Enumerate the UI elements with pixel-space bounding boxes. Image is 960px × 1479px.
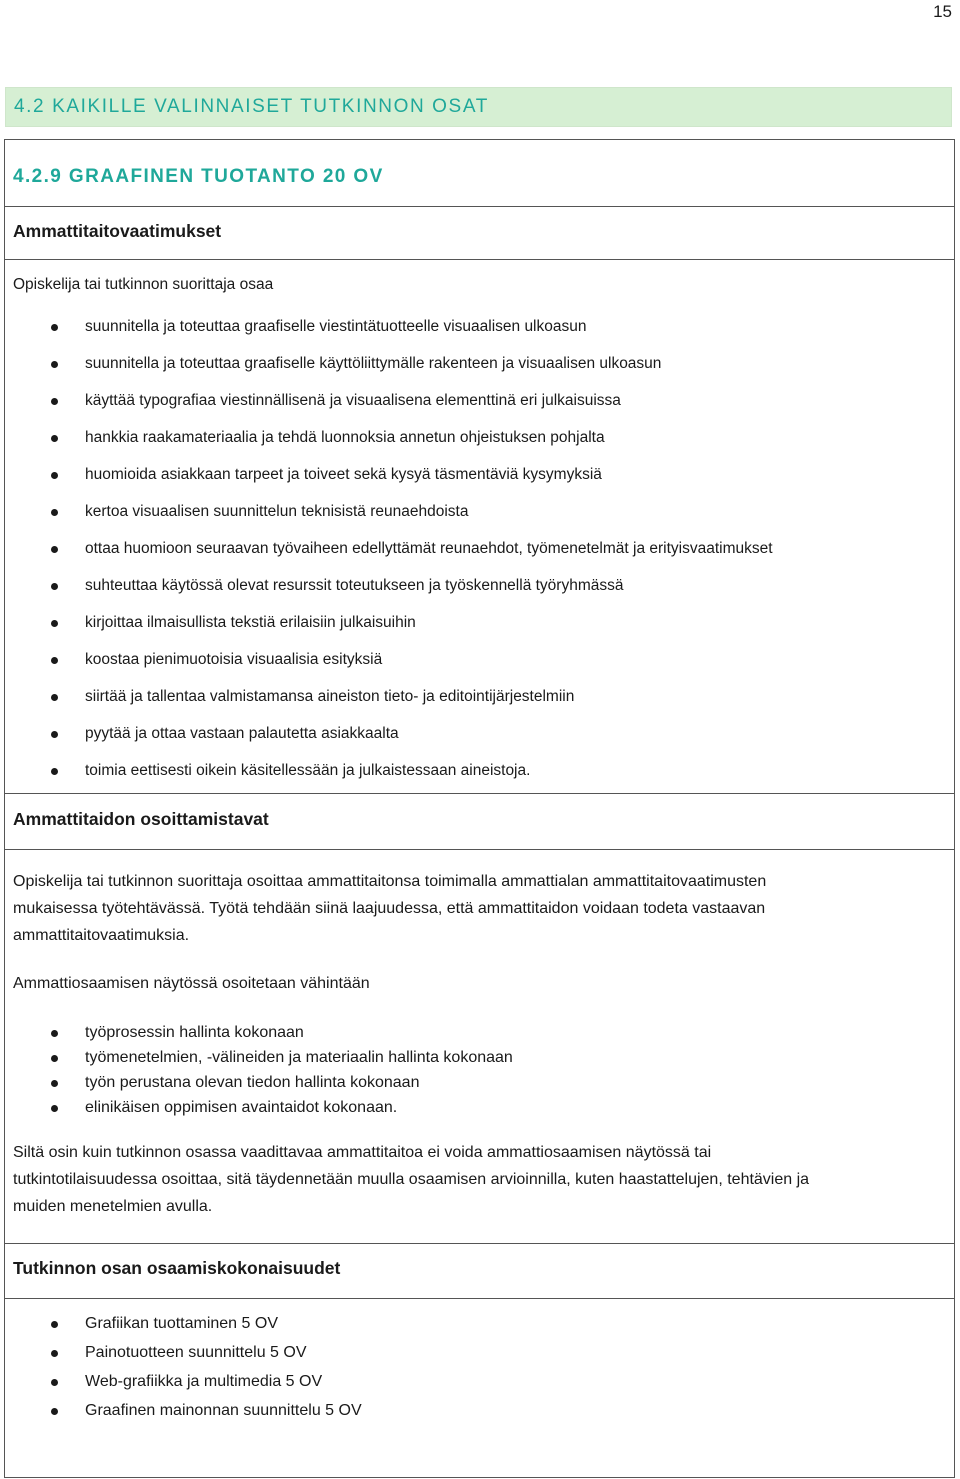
paragraph-line: tutkintotilaisuudessa osoittaa, sitä täydennetään muulla osaamisen arvioinnilla, kuten haastattelujen, tehtävien ja (13, 1171, 810, 1188)
bullet-icon (51, 731, 58, 738)
bullet-icon (51, 1030, 58, 1037)
bullet-icon (51, 1350, 58, 1357)
list-item (5, 1023, 954, 1048)
bullet-icon (51, 657, 58, 664)
list-item-text: Web-grafiikka ja multimedia 5 OV (85, 1373, 323, 1390)
list-item-text: toimia eettisesti oikein käsitellessään ja julkaistessaan aineistoja. (85, 762, 531, 779)
bullet-icon (51, 361, 58, 368)
list-item (5, 1073, 954, 1098)
bullet-icon (51, 620, 58, 627)
bullet-icon (51, 1105, 58, 1112)
paragraph-line: Siltä osin kuin tutkinnon osassa vaadittavaa ammattitaitoa ei voida ammattiosaamisen näytössä tai (13, 1144, 712, 1161)
list-item-text: suunnitella ja toteuttaa graafiselle käyttöliittymälle rakenteen ja visuaalisen ulkoasun (85, 355, 662, 372)
list-item-text: suhteuttaa käytössä olevat resurssit toteutukseen ja työskennellä työryhmässä (85, 577, 624, 594)
components-list (5, 1314, 954, 1430)
paragraph-line: ammattitaitovaatimuksia. (13, 927, 190, 944)
demonstration-paragraph-2: Ammattiosaamisen näytössä osoitetaan vähintään (13, 975, 370, 992)
components-row (5, 1299, 954, 1477)
requirements-heading: Ammattitaitovaatimukset (13, 221, 222, 241)
section-banner: 4.2 KAIKILLE VALINNAISET TUTKINNON OSAT (5, 87, 952, 127)
list-item (5, 354, 954, 391)
components-heading-row (5, 1244, 954, 1299)
demonstration-list (5, 1023, 954, 1123)
list-item (5, 761, 954, 798)
list-item (5, 1401, 954, 1430)
requirements-heading-row (5, 207, 954, 260)
requirements-list (5, 317, 954, 798)
bullet-icon (51, 768, 58, 775)
list-item (5, 1372, 954, 1401)
list-item-text: Grafiikan tuottaminen 5 OV (85, 1315, 278, 1332)
list-item-text: huomioida asiakkaan tarpeet ja toiveet sekä kysyä täsmentäviä kysymyksiä (85, 466, 602, 483)
list-item-text: työn perustana olevan tiedon hallinta kokonaan (85, 1074, 420, 1091)
bullet-icon (51, 509, 58, 516)
list-item-text: hankkia raakamateriaalia ja tehdä luonnoksia annetun ohjeistuksen pohjalta (85, 429, 605, 446)
bullet-icon (51, 546, 58, 553)
bullet-icon (51, 1321, 58, 1328)
requirements-row (5, 260, 954, 794)
list-item-text: Graafinen mainonnan suunnittelu 5 OV (85, 1402, 362, 1419)
bullet-icon (51, 435, 58, 442)
list-item-text: ottaa huomioon seuraavan työvaiheen edellyttämät reunaehdot, työmenetelmät ja erityisvaatimukset (85, 540, 773, 557)
paragraph-line: Opiskelija tai tutkinnon suorittaja osoittaa ammattitaitonsa toimimalla ammattialan ammattitaitovaatimusten (13, 873, 767, 890)
list-item (5, 650, 954, 687)
paragraph-line: mukaisessa työtehtävässä. Työtä tehdään siinä laajuudessa, että ammattitaidon voidaan todeta vastaavan (13, 900, 766, 917)
list-item (5, 613, 954, 650)
list-item (5, 576, 954, 613)
list-item (5, 1314, 954, 1343)
title-row (5, 140, 954, 207)
content-table (4, 139, 955, 1478)
bullet-icon (51, 324, 58, 331)
list-item-text: elinikäisen oppimisen avaintaidot kokonaan. (85, 1099, 398, 1116)
page-number: 15 (933, 2, 952, 21)
list-item (5, 1098, 954, 1123)
demonstration-paragraph-1 (13, 868, 766, 949)
list-item (5, 317, 954, 354)
list-item (5, 1048, 954, 1073)
list-item-text: kirjoittaa ilmaisullista tekstiä erilaisiin julkaisuihin (85, 614, 416, 631)
list-item-text: Painotuotteen suunnittelu 5 OV (85, 1344, 307, 1361)
list-item (5, 687, 954, 724)
list-item-text: käyttää typografiaa viestinnällisenä ja visuaalisena elementtinä eri julkaisuissa (85, 392, 621, 409)
list-item (5, 539, 954, 576)
paragraph-line: muiden menetelmien avulla. (13, 1198, 213, 1215)
list-item (5, 428, 954, 465)
bullet-icon (51, 1080, 58, 1087)
bullet-icon (51, 472, 58, 479)
list-item-text: koostaa pienimuotoisia visuaalisia esityksiä (85, 651, 383, 668)
list-item (5, 502, 954, 539)
bullet-icon (51, 398, 58, 405)
demonstration-paragraph-3 (13, 1139, 809, 1220)
demonstration-heading: Ammattitaidon osoittamistavat (13, 809, 269, 829)
bullet-icon (51, 1408, 58, 1415)
list-item-text: työmenetelmien, -välineiden ja materiaalin hallinta kokonaan (85, 1049, 513, 1066)
components-heading: Tutkinnon osan osaamiskokonaisuudet (13, 1258, 341, 1278)
bullet-icon (51, 583, 58, 590)
list-item (5, 465, 954, 502)
list-item-text: pyytää ja ottaa vastaan palautetta asiakkaalta (85, 725, 399, 742)
list-item (5, 1343, 954, 1372)
bullet-icon (51, 1055, 58, 1062)
requirements-intro: Opiskelija tai tutkinnon suorittaja osaa (13, 276, 274, 293)
list-item-text: kertoa visuaalisen suunnittelun teknisistä reunaehdoista (85, 503, 469, 520)
list-item-text: suunnitella ja toteuttaa graafiselle viestintätuotteelle visuaalisen ulkoasun (85, 318, 587, 335)
bullet-icon (51, 694, 58, 701)
list-item-text: siirtää ja tallentaa valmistamansa aineiston tieto- ja editointijärjestelmiin (85, 688, 575, 705)
demonstration-row (5, 850, 954, 1244)
bullet-icon (51, 1379, 58, 1386)
demonstration-heading-row (5, 794, 954, 850)
subsection-title: 4.2.9 GRAAFINEN TUOTANTO 20 OV (13, 166, 384, 187)
list-item (5, 724, 954, 761)
list-item (5, 391, 954, 428)
list-item-text: työprosessin hallinta kokonaan (85, 1024, 304, 1041)
